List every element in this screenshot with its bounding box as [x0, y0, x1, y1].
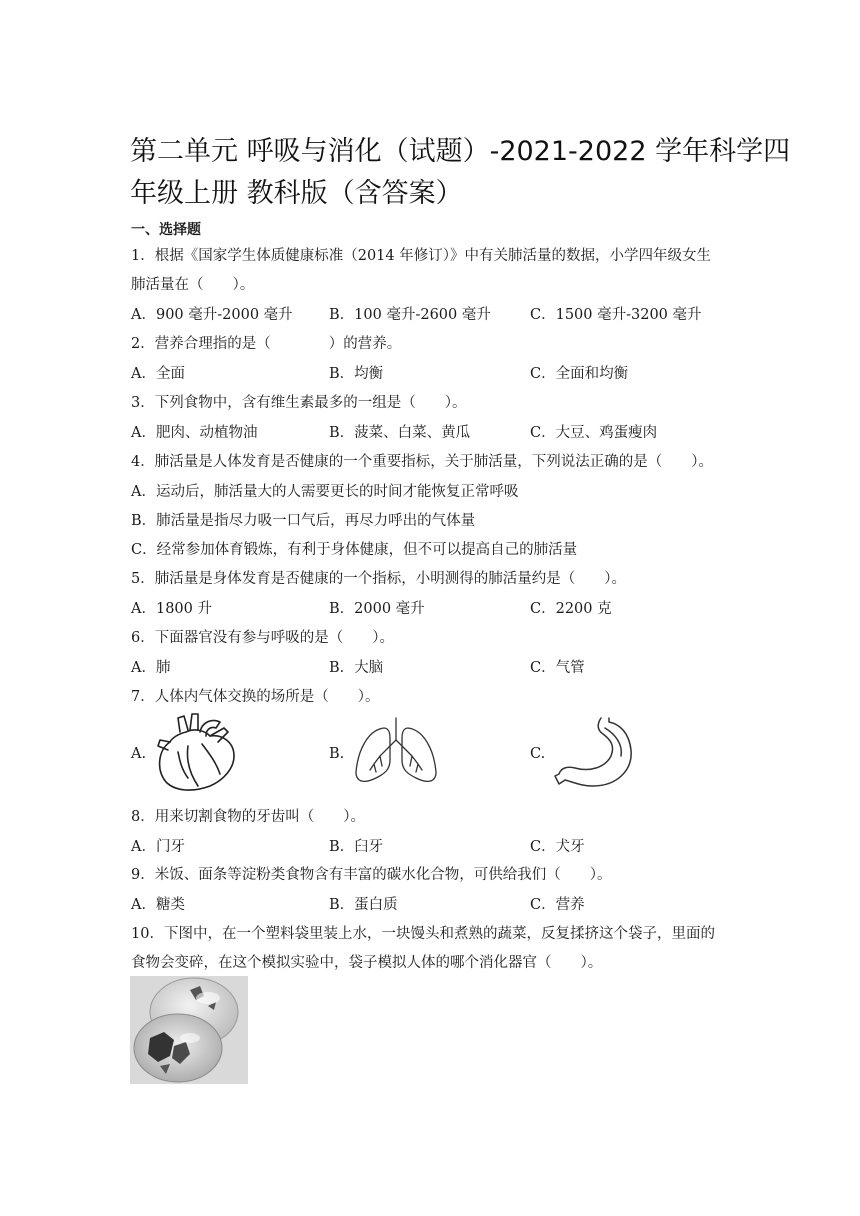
question-7-option-b: B.	[329, 746, 345, 762]
lungs-icon	[350, 716, 442, 788]
question-6-text: 6．下面器官没有参与呼吸的是（ ）。	[131, 630, 394, 646]
question-1-text-line-1: 1．根据《国家学生体质健康标准（2014 年修订）》中有关肺活量的数据，小学四年级女生	[131, 248, 711, 264]
question-7-text: 7．人体内气体交换的场所是（ ）。	[131, 689, 380, 705]
question-7-option-c: C.	[530, 746, 546, 762]
question-6-option-b: B．大脑	[329, 660, 384, 676]
question-4-option-b: B．肺活量是指尽力吸一口气后，再尽力呼出的气体量	[131, 513, 476, 529]
question-3-option-c: C．大豆、鸡蛋瘦肉	[530, 425, 658, 441]
question-4-option-c: C．经常参加体育锻炼，有利于身体健康，但不可以提高自己的肺活量	[131, 542, 578, 558]
question-9-option-b: B．蛋白质	[329, 897, 398, 913]
question-3-text: 3．下列食物中，含有维生素最多的一组是（ ）。	[131, 395, 467, 411]
question-8-text: 8．用来切割食物的牙齿叫（ ）。	[131, 809, 365, 825]
question-9-option-c: C．营养	[530, 897, 585, 913]
question-2-option-a: A．全面	[131, 366, 185, 382]
question-8-option-c: C．犬牙	[530, 839, 585, 855]
question-1-option-a: A．900 毫升-2000 毫升	[131, 307, 293, 323]
question-10-text-line-2: 食物会变碎，在这个模拟实验中，袋子模拟人体的哪个消化器官（ ）。	[131, 955, 603, 971]
question-9-option-a: A．糖类	[131, 897, 185, 913]
question-5-option-c: C．2200 克	[530, 601, 612, 617]
question-7-option-a: A.	[131, 746, 147, 762]
question-1-text-line-2: 肺活量在（ ）。	[131, 277, 255, 293]
question-2-option-c: C．全面和均衡	[530, 366, 629, 382]
question-4-option-a: A．运动后，肺活量大的人需要更长的时间才能恢复正常呼吸	[131, 484, 519, 500]
stomach-icon	[553, 716, 637, 788]
question-10-text-line-1: 10．下图中，在一个塑料袋里装上水，一块馒头和煮熟的蔬菜，反复揉挤这个袋子，里面的	[131, 926, 715, 942]
question-9-text: 9．米饭、面条等淀粉类食物含有丰富的碳水化合物，可供给我们（ ）。	[131, 867, 612, 883]
question-8-option-a: A．门牙	[131, 839, 185, 855]
question-6-option-c: C．气管	[530, 660, 585, 676]
question-5-option-b: B．2000 毫升	[329, 601, 425, 617]
section-heading: 一、选择题	[131, 222, 201, 238]
document-title-line-1: 第二单元 呼吸与消化（试题）-2021-2022 学年科学四	[130, 136, 791, 167]
question-8-option-b: B．臼牙	[329, 839, 384, 855]
question-1-option-b: B．100 毫升-2600 毫升	[329, 307, 491, 323]
question-4-text: 4．肺活量是人体发育是否健康的一个重要指标，关于肺活量，下列说法正确的是（ ）。	[131, 454, 713, 470]
question-2-text: 2．营养合理指的是（ ）的营养。	[131, 336, 402, 352]
heart-icon	[150, 712, 242, 794]
question-3-option-a: A．肥肉、动植物油	[131, 425, 258, 441]
question-5-option-a: A．1800 升	[131, 601, 212, 617]
question-5-text: 5．肺活量是身体发育是否健康的一个指标，小明测得的肺活量约是（ ）。	[131, 571, 626, 587]
document-title-line-2: 年级上册 教科版（含答案）	[130, 178, 463, 209]
question-6-option-a: A．肺	[131, 660, 171, 676]
question-2-option-b: B．均衡	[329, 366, 384, 382]
plastic-bag-photo-icon	[130, 976, 248, 1084]
question-1-option-c: C．1500 毫升-3200 毫升	[530, 307, 702, 323]
question-3-option-b: B．菠菜、白菜、黄瓜	[329, 425, 471, 441]
